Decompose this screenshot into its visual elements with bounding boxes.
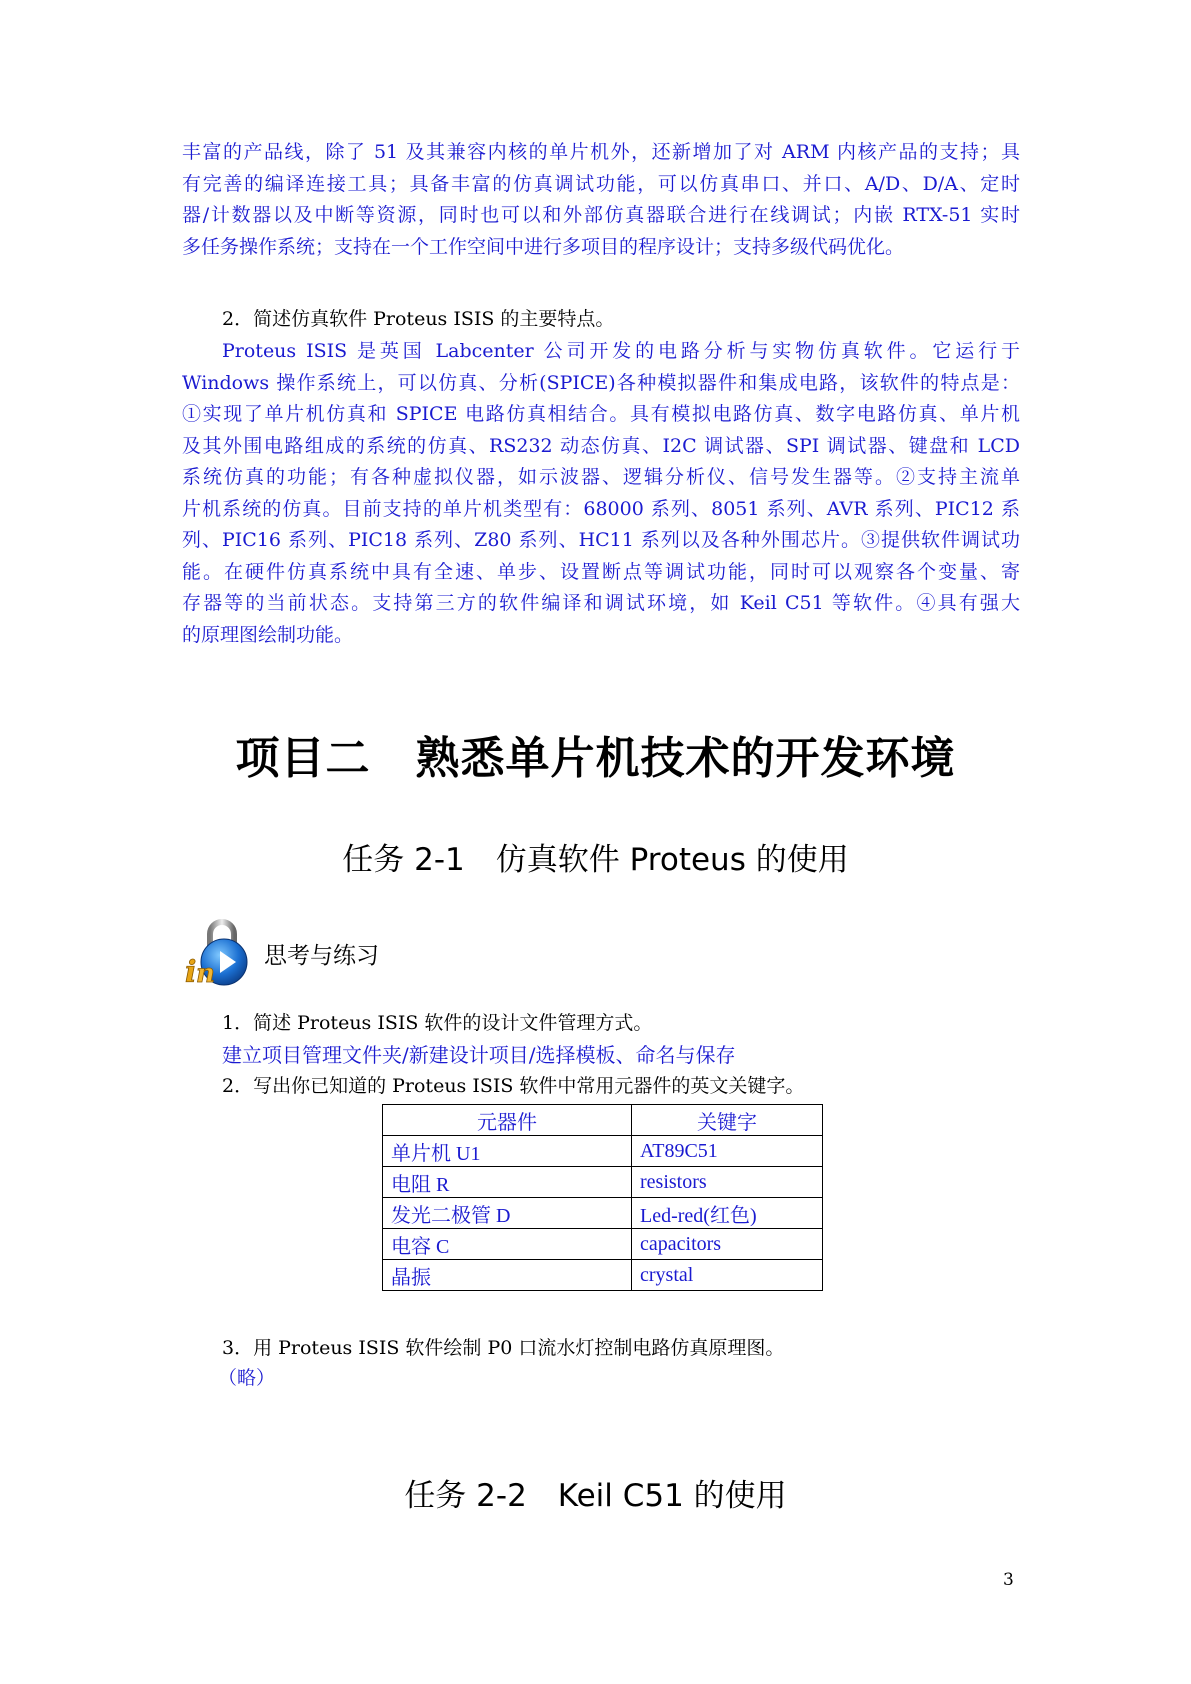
table-row xyxy=(383,1198,823,1229)
svg-text:i: i xyxy=(185,955,197,988)
table-cell: 晶振 xyxy=(383,1260,632,1291)
answer-3: （略） xyxy=(218,1367,276,1389)
text-line: 存器等的当前状态。支持第三方的软件编译和调试环境，如 Keil C51 等软件。④具有强大 xyxy=(182,592,1020,614)
table-cell: 电容 C xyxy=(383,1229,632,1260)
table-cell: resistors xyxy=(632,1167,823,1198)
column-header: 关键字 xyxy=(632,1105,823,1136)
table-cell: Led-red(红色) xyxy=(632,1198,823,1229)
text-line: 列、PIC16 系列、PIC18 系列、Z80 系列、HC11 系列以及各种外围芯片。③提供软件调试功 xyxy=(182,529,1020,551)
column-header: 元器件 xyxy=(383,1105,632,1136)
table-cell: 发光二极管 D xyxy=(383,1198,632,1229)
task-2-1-title: 任务 2-1 仿真软件 Proteus 的使用 xyxy=(342,842,849,878)
svg-text:n: n xyxy=(196,959,215,988)
page-number: 3 xyxy=(1003,1570,1014,1590)
table-row xyxy=(383,1136,823,1167)
text-line: ①实现了单片机仿真和 SPICE 电路仿真相结合。具有模拟电路仿真、数字电路仿真、单片机 xyxy=(182,403,1020,425)
question-1: 1．简述 Proteus ISIS 软件的设计文件管理方式。 xyxy=(222,1012,653,1034)
text-line: Proteus ISIS 是英国 Labcenter 公司开发的电路分析与实物仿真软件。它运行于 xyxy=(222,340,1020,362)
component-keyword-table xyxy=(382,1104,823,1291)
text-line: 片机系统的仿真。目前支持的单片机类型有：68000 系列、8051 系列、AVR 系列、PIC12 系 xyxy=(182,497,1020,520)
table-cell: crystal xyxy=(632,1260,823,1291)
text-line: 器/计数器以及中断等资源，同时也可以和外部仿真器联合进行在线调试；内嵌 RTX-51 实时 xyxy=(182,204,1020,226)
table-row xyxy=(383,1167,823,1198)
question-proteus-features: 2．简述仿真软件 Proteus ISIS 的主要特点。 xyxy=(222,308,615,330)
text-line: 能。在硬件仿真系统中具有全速、单步、设置断点等调试功能，同时可以观察各个变量、寄 xyxy=(182,560,1020,583)
answer-proteus-features xyxy=(182,336,1020,651)
question-3: 3．用 Proteus ISIS 软件绘制 P0 口流水灯控制电路仿真原理图。 xyxy=(222,1337,785,1359)
text-line: 系统仿真的功能；有各种虚拟仪器，如示波器、逻辑分析仪、信号发生器等。②支持主流单 xyxy=(182,466,1020,488)
table-cell: AT89C51 xyxy=(632,1136,823,1167)
text-line: Windows 操作系统上，可以仿真、分析(SPICE)各种模拟器件和集成电路，该软件的特点是： xyxy=(182,371,1020,394)
table-row xyxy=(383,1260,823,1291)
table-header-row xyxy=(383,1105,823,1136)
text-line: 丰富的产品线，除了 51 及其兼容内核的单片机外，还新增加了对 ARM 内核产品的支持；具 xyxy=(182,141,1020,163)
table-cell: 单片机 U1 xyxy=(383,1136,632,1167)
table-cell: capacitors xyxy=(632,1229,823,1260)
think-practice-banner xyxy=(182,918,379,988)
task-2-2-title: 任务 2-2 Keil C51 的使用 xyxy=(404,1478,787,1514)
keil-features-paragraph xyxy=(182,137,1020,263)
think-practice-label: 思考与练习 xyxy=(264,942,379,969)
text-line: 有完善的编译连接工具；具备丰富的仿真调试功能，可以仿真串口、并口、A/D、D/A、定时 xyxy=(182,172,1020,195)
table-cell: 电阻 R xyxy=(383,1167,632,1198)
text-line: 多任务操作系统；支持在一个工作空间中进行多项目的程序设计；支持多级代码优化。 xyxy=(182,235,905,258)
project-title: 项目二 熟悉单片机技术的开发环境 xyxy=(235,733,956,784)
question-2: 2．写出你已知道的 Proteus ISIS 软件中常用元器件的英文关键字。 xyxy=(222,1075,805,1097)
table-row xyxy=(383,1229,823,1260)
answer-1: 建立项目管理文件夹/新建设计项目/选择模板、命名与保存 xyxy=(222,1043,736,1067)
text-line: 及其外围电路组成的系统的仿真、RS232 动态仿真、I2C 调试器、SPI 调试器、键盘和 LCD xyxy=(182,434,1020,457)
lock-info-icon xyxy=(182,918,260,988)
text-line: 的原理图绘制功能。 xyxy=(182,623,354,646)
